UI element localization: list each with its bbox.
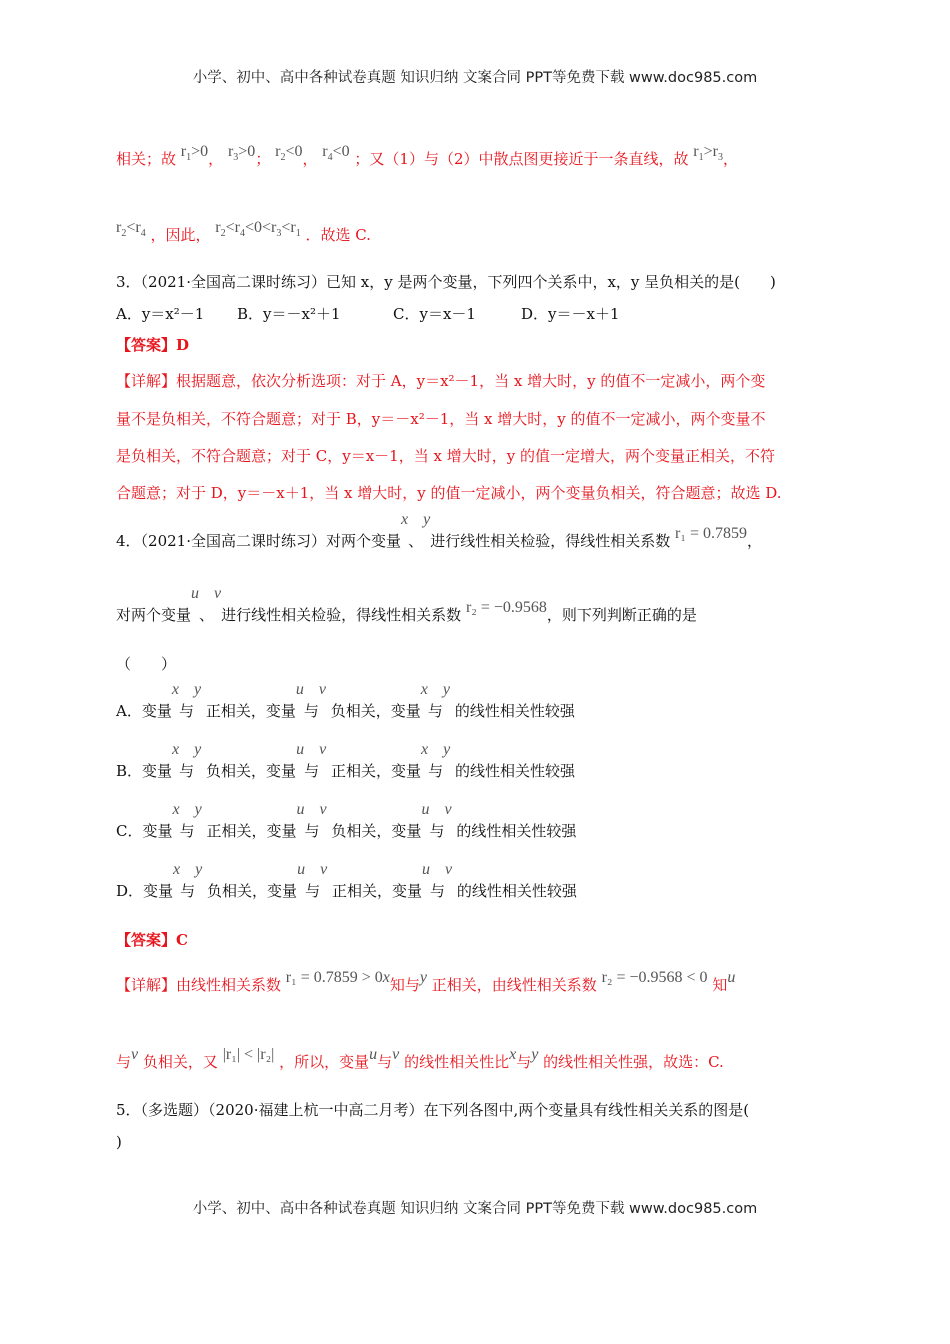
q5-stem-close: ) xyxy=(116,1133,122,1151)
q4-stem-line-1: 4．（2021·全国高二课时练习）对两个变量x、y进行线性相关检验，得线性相关系数 r₁ = 0.7859， xyxy=(116,511,762,550)
q3-detail-line-2: 量不是负相关，不符合题意；对于 B，y＝－x²－1，当 x 增大时，y 的值不一定减小，两个变量不 xyxy=(116,410,766,428)
q3-option-d: D．y＝－x＋1 xyxy=(521,305,620,323)
q4-option-a: A．变量x与y 正相关，变量u与v 负相关，变量x与y 的线性相关性较强 xyxy=(116,681,575,720)
q4-paren: （ ） xyxy=(116,655,177,673)
q3-option-b: B．y＝－x²＋1 xyxy=(237,305,341,323)
q3-answer: 【答案】D xyxy=(116,336,190,354)
q4-option-d: D．变量x与y 负相关，变量u与v 正相关，变量u与v 的线性相关性较强 xyxy=(116,861,577,900)
q3-detail-line-4: 合题意；对于 D，y＝－x＋1，当 x 增大时，y 的值一定减小，两个变量负相关，符合题意；故选 D. xyxy=(116,484,782,502)
page-footer: 小学、初中、高中各种试卷真题 知识归纳 文案合同 PPT等免费下载 www.doc985.com xyxy=(192,1201,758,1217)
q3-option-a: A．y＝x²－1 xyxy=(116,305,205,323)
q3-detail-line-1: 【详解】根据题意，依次分析选项：对于 A，y＝x²－1，当 x 增大时，y 的值不一定减小，两个变 xyxy=(116,372,766,390)
prev-solution-line-1: 相关；故 $r_1>0$， $r_3>0$； $r_2<0$， $r_4<0$ ；又（1）与（2）中散点图更接近于一条直线，故 $r_1>r_3$， xyxy=(116,143,738,168)
q4-stem-line-2: 对两个变量u、v进行线性相关检验，得线性相关系数 r₂ = −0.9568，则下列判断正确的是 xyxy=(116,585,697,624)
q4-option-c: C．变量x与y 正相关，变量u与v 负相关，变量u与v 的线性相关性较强 xyxy=(116,801,577,840)
q3-stem: 3．（2021·全国高二课时练习）已知 x，y 是两个变量，下列四个关系中，x，y 呈负相关的是( ) xyxy=(116,273,776,291)
q3-option-c: C．y＝x－1 xyxy=(393,305,476,323)
q3-detail-line-3: 是负相关，不符合题意；对于 C，y＝x－1，当 x 增大时，y 的值一定增大，两个变量正相关，不符 xyxy=(116,447,775,465)
q4-answer: 【答案】C xyxy=(116,931,188,949)
q5-stem: 5．（多选题）（2020·福建上杭一中高二月考）在下列各图中,两个变量具有线性相关关系的图是( xyxy=(116,1101,750,1119)
page-header: 小学、初中、高中各种试卷真题 知识归纳 文案合同 PPT等免费下载 www.doc985.com xyxy=(192,70,758,86)
prev-solution-line-2: $r_2<r_4$ ，因此， $r_2<r_4<0<r_3<r_1$ ．故选 C. xyxy=(116,219,371,244)
q4-detail-line-1: 【详解】由线性相关系数 r₁ = 0.7859 > 0x知与y 正相关，由线性相关系数 r₂ = −0.9568 < 0 知u xyxy=(116,969,736,994)
q4-option-b: B．变量x与y 负相关，变量u与v 正相关，变量x与y 的线性相关性较强 xyxy=(116,741,576,780)
q4-detail-line-2: 与v 负相关，又 |r₁| < |r₂| ，所以，变量u与v 的线性相关性比x与y 的线性相关性强，故选：C. xyxy=(116,1046,724,1071)
